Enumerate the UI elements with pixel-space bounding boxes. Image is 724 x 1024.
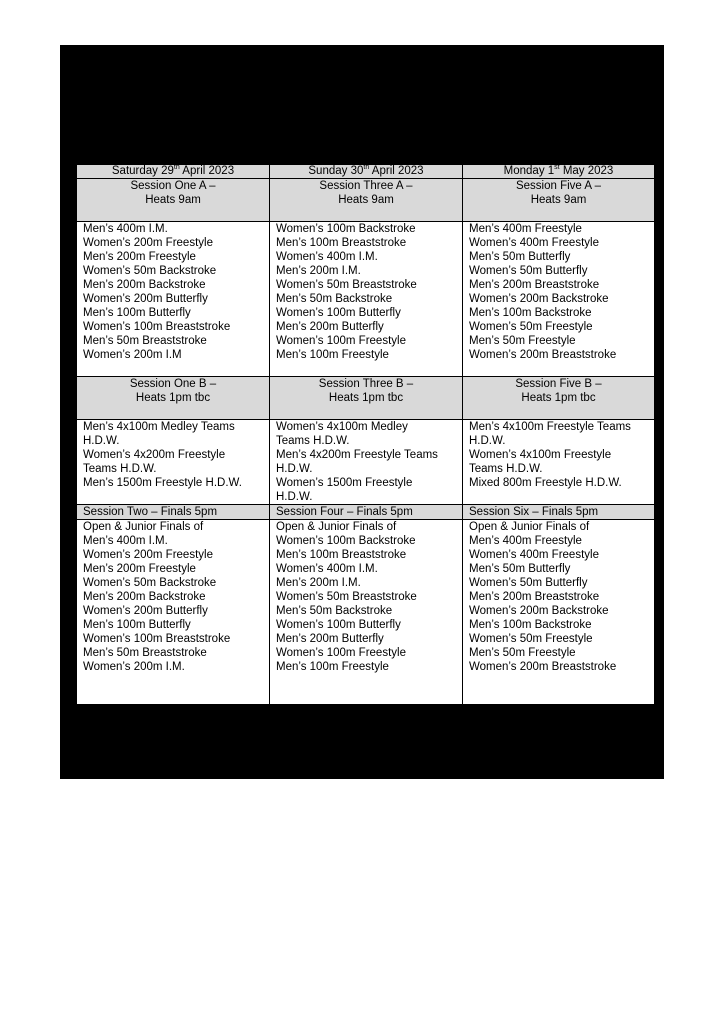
session-one-b-header: Session One B – Heats 1pm tbc [77, 377, 270, 420]
event-item: Men’s 200m Backstroke [83, 279, 206, 291]
event-item: Men’s 100m Freestyle [276, 661, 389, 673]
event-item: Men’s 200m Breaststroke [469, 279, 600, 291]
event-item: Women’s 400m Freestyle [469, 237, 599, 249]
event-list [270, 420, 463, 505]
session-two-finals-header: Session Two – Finals 5pm [77, 505, 270, 520]
competition-schedule-table [76, 164, 655, 705]
event-item: Men’s 100m Butterfly [83, 619, 191, 631]
event-item: Women’s 400m I.M. [276, 251, 378, 263]
event-item: Women’s 4x100m Freestyle [469, 449, 612, 461]
event-item: Women’s 100m Freestyle [276, 647, 406, 659]
event-item: Women’s 100m Backstroke [276, 535, 416, 547]
event-list [463, 520, 655, 705]
event-item: Men’s 100m Backstroke [469, 307, 592, 319]
event-item: Women’s 200m I.M [83, 349, 182, 361]
event-item: Women’s 400m Freestyle [469, 549, 599, 561]
finals-header-row [77, 505, 655, 520]
event-item: Men’s 50m Backstroke [276, 293, 393, 305]
event-item: Women’s 100m Backstroke [276, 223, 416, 235]
session-five-b-header: Session Five B – Heats 1pm tbc [463, 377, 655, 420]
event-item: Women’s 100m Breaststroke [83, 321, 231, 333]
day-header-sunday: Sunday 30th April 2023 [270, 165, 463, 179]
event-list [270, 222, 463, 377]
session-six-finals-header: Session Six – Finals 5pm [463, 505, 655, 520]
event-item: Men’s 50m Backstroke [276, 605, 393, 617]
event-item: Women’s 100m Freestyle [276, 335, 406, 347]
event-item: H.D.W. [83, 435, 120, 447]
session-four-finals-header: Session Four – Finals 5pm [270, 505, 463, 520]
event-item: Women’s 200m Butterfly [83, 293, 208, 305]
event-item: Teams H.D.W. [469, 463, 543, 475]
event-item: Men’s 400m I.M. [83, 223, 168, 235]
event-item: Men’s 100m Freestyle [276, 349, 389, 361]
event-item: Women’s 4x100m Medley [276, 421, 408, 433]
event-item: Men’s 100m Butterfly [83, 307, 191, 319]
event-item: Men’s 100m Breaststroke [276, 237, 407, 249]
event-item: Women’s 200m Backstroke [469, 293, 609, 305]
event-item: Women’s 50m Backstroke [83, 265, 217, 277]
event-item: Men’s 100m Backstroke [469, 619, 592, 631]
session-three-a-header: Session Three A – Heats 9am [270, 179, 463, 222]
event-item: H.D.W. [276, 491, 313, 503]
session-a-header-row [77, 179, 655, 222]
event-item: Men’s 200m I.M. [276, 577, 361, 589]
event-item: Open & Junior Finals of [469, 521, 590, 533]
event-item: Men’s 400m I.M. [83, 535, 168, 547]
event-item: Mixed 800m Freestyle H.D.W. [469, 477, 622, 489]
event-item: Women’s 400m I.M. [276, 563, 378, 575]
event-item: Women’s 50m Breaststroke [276, 279, 417, 291]
event-item: Women’s 100m Butterfly [276, 619, 401, 631]
event-item: Men’s 50m Butterfly [469, 251, 571, 263]
event-item: Women’s 50m Breaststroke [276, 591, 417, 603]
event-item: Teams H.D.W. [276, 435, 350, 447]
session-b-header-row [77, 377, 655, 420]
day-header-row [77, 165, 655, 179]
event-item: Men’s 200m Breaststroke [469, 591, 600, 603]
session-one-a-header: Session One A – Heats 9am [77, 179, 270, 222]
event-list [77, 520, 270, 705]
event-item: Men’s 4x100m Medley Teams [83, 421, 235, 433]
session-a-events-row [77, 222, 655, 377]
event-item: Men’s 4x200m Freestyle Teams [276, 449, 438, 461]
event-item: Men’s 50m Breaststroke [83, 335, 207, 347]
event-item: Women’s 50m Butterfly [469, 577, 588, 589]
event-item: Women’s 1500m Freestyle [276, 477, 413, 489]
event-item: Women’s 200m Backstroke [469, 605, 609, 617]
event-item: Men’s 400m Freestyle [469, 535, 582, 547]
day-header-monday: Monday 1st May 2023 [463, 165, 655, 179]
session-b-events-row [77, 420, 655, 505]
event-item: Women’s 4x200m Freestyle [83, 449, 226, 461]
event-item: Men’s 400m Freestyle [469, 223, 582, 235]
event-item: Women’s 50m Backstroke [83, 577, 217, 589]
event-item: Men’s 200m Butterfly [276, 321, 384, 333]
event-item: Women’s 50m Freestyle [469, 321, 593, 333]
event-list [270, 520, 463, 705]
event-item: Women’s 200m Freestyle [83, 237, 213, 249]
event-item: Women’s 200m Freestyle [83, 549, 213, 561]
event-list [77, 222, 270, 377]
event-item: Men’s 50m Freestyle [469, 647, 576, 659]
event-list [77, 420, 270, 505]
session-three-b-header: Session Three B – Heats 1pm tbc [270, 377, 463, 420]
event-item: Women’s 50m Freestyle [469, 633, 593, 645]
event-item: Men’s 200m Freestyle [83, 563, 196, 575]
event-item: H.D.W. [469, 435, 506, 447]
event-item: Men’s 50m Butterfly [469, 563, 571, 575]
event-item: Men’s 50m Freestyle [469, 335, 576, 347]
event-item: Women’s 100m Butterfly [276, 307, 401, 319]
event-item: Women’s 100m Breaststroke [83, 633, 231, 645]
event-item: Men’s 200m I.M. [276, 265, 361, 277]
event-item: Open & Junior Finals of [83, 521, 204, 533]
event-item: Women’s 200m I.M. [83, 661, 185, 673]
event-item: Men’s 200m Backstroke [83, 591, 206, 603]
session-five-a-header: Session Five A – Heats 9am [463, 179, 655, 222]
event-list [463, 222, 655, 377]
event-item: Women’s 200m Breaststroke [469, 349, 617, 361]
event-item: Men’s 200m Freestyle [83, 251, 196, 263]
event-item: Men’s 50m Breaststroke [83, 647, 207, 659]
event-item: Women’s 200m Butterfly [83, 605, 208, 617]
event-item: Women’s 200m Breaststroke [469, 661, 617, 673]
event-item: H.D.W. [276, 463, 313, 475]
event-list [463, 420, 655, 505]
event-item: Open & Junior Finals of [276, 521, 397, 533]
finals-events-row [77, 520, 655, 705]
event-item: Men’s 200m Butterfly [276, 633, 384, 645]
event-item: Women’s 50m Butterfly [469, 265, 588, 277]
event-item: Men’s 100m Breaststroke [276, 549, 407, 561]
day-header-saturday: Saturday 29th April 2023 [77, 165, 270, 179]
event-item: Teams H.D.W. [83, 463, 157, 475]
event-item: Men’s 4x100m Freestyle Teams [469, 421, 631, 433]
event-item: Men’s 1500m Freestyle H.D.W. [83, 477, 242, 489]
